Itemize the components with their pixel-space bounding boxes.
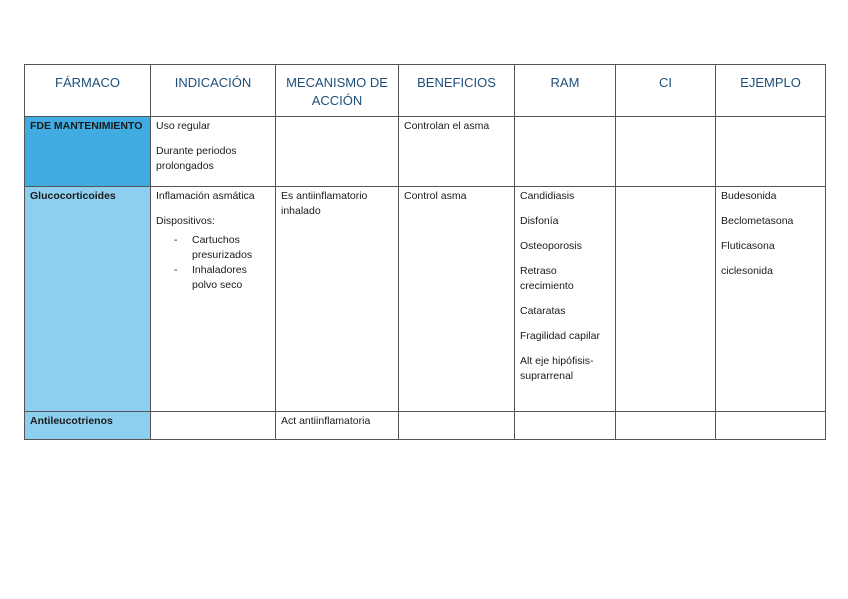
list-item: - Cartuchos presurizados	[156, 233, 270, 263]
cell-text: Durante periodos prolongados	[156, 145, 237, 172]
table-row	[25, 117, 826, 187]
cell-mecanismo	[276, 412, 399, 440]
list-item-text: Cartuchos presurizados	[192, 234, 253, 261]
header-ci: CI	[616, 65, 716, 117]
table-row	[25, 412, 826, 440]
header-beneficios: BENEFICIOS	[399, 65, 515, 117]
row-label-cell	[25, 117, 151, 187]
cell-beneficios	[399, 187, 515, 412]
cell-text: Inflamación asmática	[156, 190, 255, 202]
row-label-cell	[25, 187, 151, 412]
cell-beneficios	[399, 117, 515, 187]
header-ram: RAM	[515, 65, 616, 117]
cell-text: Es antiinflamatorio inhalado	[281, 190, 368, 217]
cell-indicacion	[151, 187, 276, 412]
cell-indicacion	[151, 412, 276, 440]
header-indicacion: INDICACIÓN	[151, 65, 276, 117]
cell-text: Controlan el asma	[404, 120, 490, 132]
cell-ram	[515, 412, 616, 440]
cell-text: Act antiinflamatoria	[281, 415, 371, 427]
cell-text: Osteoporosis	[520, 240, 582, 252]
cell-ram	[515, 187, 616, 412]
cell-text: Fluticasona	[721, 240, 775, 252]
table-row	[25, 187, 826, 412]
header-row	[25, 65, 826, 117]
cell-text: ciclesonida	[721, 265, 773, 277]
cell-ejemplo	[716, 187, 826, 412]
device-list	[156, 233, 270, 293]
cell-beneficios	[399, 412, 515, 440]
cell-text: Disfonía	[520, 215, 559, 227]
cell-ci	[616, 117, 716, 187]
cell-ci	[616, 412, 716, 440]
list-item: - Inhaladores polvo seco	[156, 263, 270, 293]
cell-ejemplo	[716, 117, 826, 187]
row-label: Antileucotrienos	[30, 415, 113, 427]
pharmacology-table	[24, 64, 826, 440]
row-label: Glucocorticoides	[30, 190, 116, 202]
cell-text: Retraso crecimiento	[520, 265, 574, 292]
cell-indicacion	[151, 117, 276, 187]
cell-text: Fragilidad capilar	[520, 330, 600, 342]
cell-text: Candidiasis	[520, 190, 575, 202]
list-item-text: Inhaladores polvo seco	[192, 264, 247, 291]
cell-ejemplo	[716, 412, 826, 440]
header-farmaco: FÁRMACO	[25, 65, 151, 117]
header-mecanismo: MECANISMO DE ACCIÓN	[276, 65, 399, 117]
row-label: FDE MANTENIMIENTO	[30, 120, 143, 132]
cell-text: Uso regular	[156, 120, 211, 132]
cell-text: Alt eje hipófisis-suprarrenal	[520, 355, 594, 382]
cell-text: Budesonida	[721, 190, 777, 202]
cell-text: Cataratas	[520, 305, 566, 317]
cell-text: Beclometasona	[721, 215, 794, 227]
cell-ci	[616, 187, 716, 412]
row-label-cell	[25, 412, 151, 440]
cell-ram	[515, 117, 616, 187]
cell-mecanismo	[276, 117, 399, 187]
cell-text: Control asma	[404, 190, 467, 202]
cell-mecanismo	[276, 187, 399, 412]
header-ejemplo: EJEMPLO	[716, 65, 826, 117]
cell-text: Dispositivos:	[156, 215, 215, 227]
